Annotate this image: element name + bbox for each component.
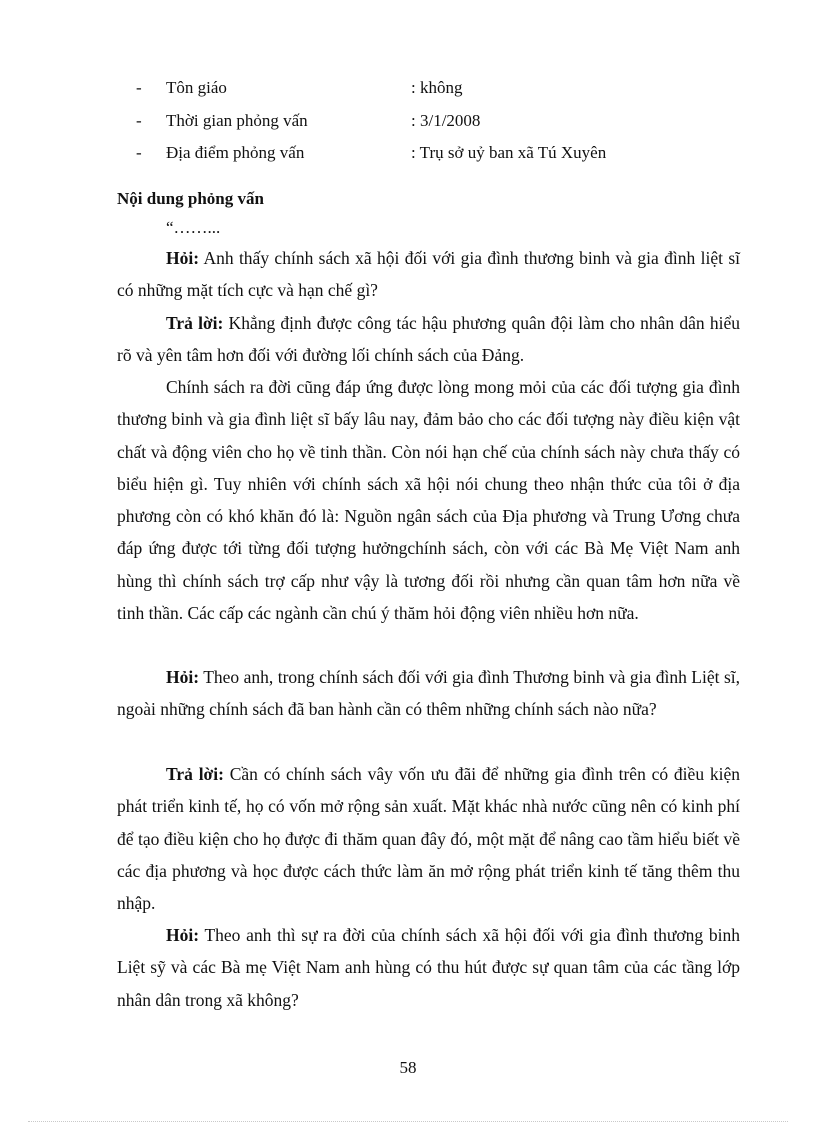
page-bottom-divider: [28, 1121, 788, 1122]
info-label: Thời gian phỏng vấn: [166, 111, 308, 130]
paragraph-text: Anh thấy chính sách xã hội đối với gia đình thương binh và gia đình liệt sĩ có những mặt tích cực và hạn chế gì?: [117, 248, 740, 301]
info-value: : không: [411, 78, 463, 97]
paragraph-text: Theo anh, trong chính sách đối với gia đình Thương binh và gia đình Liệt sĩ, ngoài những chính sách đã ban hành cần có thêm những chính sách nào nữa?: [117, 667, 740, 720]
bullet-dash: -: [136, 111, 142, 130]
answer-label: Trả lời:: [166, 764, 224, 784]
info-label: Địa điểm phỏng vấn: [166, 143, 305, 162]
paragraph-answer-1: [117, 307, 740, 372]
question-label: Hỏi:: [166, 667, 200, 687]
info-value: : 3/1/2008: [411, 111, 481, 130]
paragraph-body: [117, 371, 740, 629]
page-number: 58: [399, 1058, 417, 1077]
bullet-dash: -: [136, 78, 142, 97]
paragraph-text: Khẳng định được công tác hậu phương quân đội làm cho nhân dân hiểu rõ và yên tâm hơn đối với đường lối chính sách của Đảng.: [117, 313, 740, 366]
paragraph-text: Chính sách ra đời cũng đáp ứng được lòng mong mỏi của các đối tượng gia đình thương binh và gia đình liệt sĩ bấy lâu nay, đảm bảo cho các đối tượng này điều kiện vật chất và động viên cho họ về tinh thần. Còn nói hạn chế của chính sách này chưa thấy có biểu hiện gì. Tuy nhiên với chính sách xã hội nói chung theo nhận thức của tôi ở địa phương còn có khó khăn đó là: Nguồn ngân sách của Địa phương và Trung Ương chưa đáp ứng được tới từng đối tượng hưởngchính sách, còn với các Bà Mẹ Việt Nam anh hùng thì chính sách trợ cấp như vậy là tương đối rồi nhưng cần quan tâm hơn nữa về tinh thần. Các cấp các ngành cần chú ý thăm hỏi động viên nhiều hơn nữa.: [117, 377, 740, 624]
paragraph-question-3: [117, 919, 740, 1016]
info-value: : Trụ sở uỷ ban xã Tú Xuyên: [411, 143, 607, 162]
paragraph-question-2: [117, 661, 740, 726]
answer-label: Trả lời:: [166, 313, 224, 333]
question-label: Hỏi:: [166, 925, 200, 945]
question-label: Hỏi:: [166, 248, 200, 268]
bullet-dash: -: [136, 143, 142, 162]
paragraph-question-1: [117, 242, 740, 307]
info-label: Tôn giáo: [166, 78, 227, 97]
section-title: Nội dung phỏng vấn: [117, 189, 264, 208]
paragraph-text: Theo anh thì sự ra đời của chính sách xã hội đối với gia đình thương binh Liệt sỹ và các Bà mẹ Việt Nam anh hùng có thu hút được sự quan tâm của các tầng lớp nhân dân trong xã không?: [117, 925, 740, 1010]
paragraph-text: Cần có chính sách vây vốn ưu đãi để những gia đình trên có điều kiện phát triển kinh tế, họ có vốn mở rộng sản xuất. Mặt khác nhà nước cũng nên có kinh phí để tạo điều kiện cho họ được đi thăm quan đây đó, một mặt để nâng cao tầm hiểu biết về các địa phương và học được cách thức làm ăn mở rộng phát triển kinh tế tăng thêm thu nhập.: [117, 764, 740, 914]
paragraph-answer-2: [117, 758, 740, 919]
quote-ellipsis: “……...: [166, 218, 221, 237]
